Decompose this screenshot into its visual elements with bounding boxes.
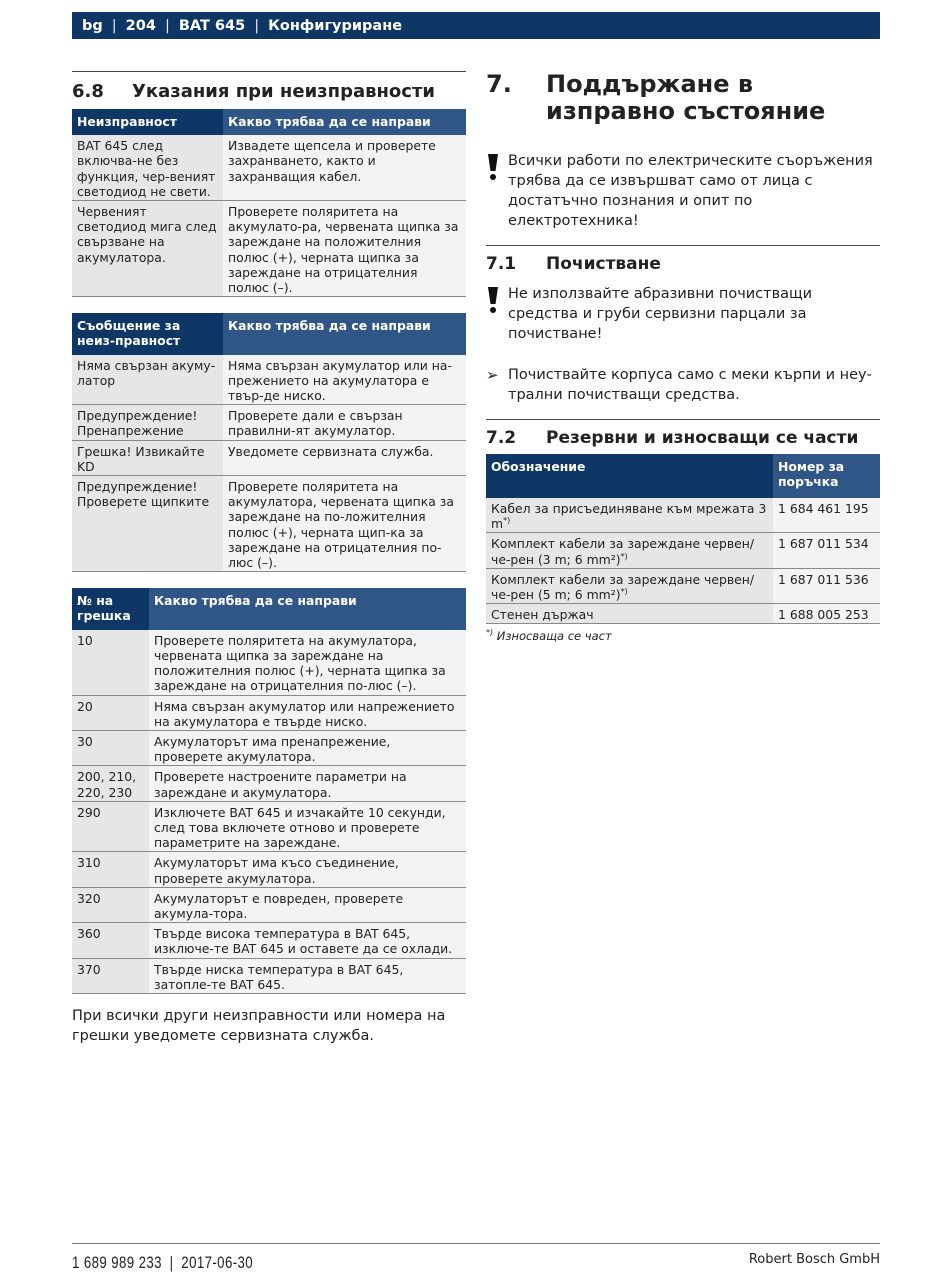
table-cell: Акумулаторът е повреден, проверете акумула-тора.	[149, 887, 466, 922]
section-title: Резервни и износващи се части	[546, 427, 859, 448]
spare-parts-table	[486, 454, 880, 624]
header-separator: |	[111, 17, 117, 34]
section-title: Поддържане в изправно състояние	[546, 70, 826, 125]
error-code: 290	[72, 801, 149, 852]
table-row	[72, 630, 466, 695]
service-note: При всички други неизправности или номера на грешки уведомете сервизната служба.	[72, 1007, 446, 1044]
table-cell: Твърде висока температура в BAT 645, изключе-те BAT 645 и оставете да се охлади.	[149, 923, 466, 958]
error-code: 310	[72, 852, 149, 887]
section-number: 7.	[486, 70, 512, 98]
section-number: 6.8	[72, 81, 104, 102]
table-row	[72, 766, 466, 801]
table-row	[72, 958, 466, 993]
arrow-right-icon: ➢	[486, 366, 499, 384]
table-cell: Извадете щепсела и проверете захранването, както и захранващия кабел.	[223, 135, 466, 200]
header-lang: bg	[82, 17, 103, 34]
left-column	[72, 71, 466, 1046]
column-header: Съобщение за неиз-правност	[72, 313, 223, 354]
header-separator: |	[164, 17, 170, 34]
table-cell: Проверете настроените параметри на зареждане и акумулатора.	[149, 766, 466, 801]
wear-part-footnote	[486, 629, 880, 643]
table-row	[72, 135, 466, 200]
footnote-text: Износваща се част	[496, 629, 612, 644]
table-cell: Няма свързан акуму-латор	[72, 355, 223, 405]
exclamation-icon	[486, 151, 508, 231]
footer-doc-info	[72, 1253, 253, 1273]
table-cell: Грешка! Извикайте KD	[72, 440, 223, 475]
table-row	[72, 476, 466, 572]
wear-mark: *)	[503, 516, 511, 526]
footer-divider	[72, 1243, 880, 1244]
table-row	[72, 852, 466, 887]
table-row	[72, 405, 466, 440]
column-header: Обозначение	[486, 454, 773, 498]
section-6-8-heading	[72, 71, 466, 107]
table-cell: Твърде ниска температура в BAT 645, затопле-те BAT 645.	[149, 958, 466, 993]
part-number: 1 688 005 253	[773, 604, 880, 624]
table-cell: Акумулаторът има късо съединение, проверете акумулатора.	[149, 852, 466, 887]
cleaning-warning	[486, 284, 880, 344]
header-product: BAT 645	[178, 17, 246, 34]
error-code: 200, 210, 220, 230	[72, 766, 149, 801]
fault-messages-table	[72, 313, 466, 572]
electrical-warning	[486, 151, 880, 231]
table-row	[72, 730, 466, 765]
wear-mark: *)	[620, 586, 628, 596]
table-row	[72, 923, 466, 958]
section-title: Почистване	[546, 253, 661, 274]
section-7-heading	[486, 71, 880, 125]
section-number: 7.2	[486, 427, 517, 448]
part-name: Кабел за присъединяване към мрежата 3 m*)	[486, 498, 773, 533]
column-header: Какво трябва да се направи	[223, 109, 466, 135]
table-row	[486, 568, 880, 603]
table-cell: Акумулаторът има пренапрежение, проверете акумулатора.	[149, 730, 466, 765]
part-name: Стенен държач	[486, 604, 773, 624]
footer-doc-number: 1 689 989 233	[72, 1253, 162, 1272]
table-cell: Проверете поляритета на акумулатора, червената щипка за зареждане на по-ложителния полюс (+), черната щип-ка за зареждане на отрицателния по-люс (–).	[223, 476, 466, 572]
error-codes-table	[72, 588, 466, 994]
table-cell: Няма свързан акумулатор или на-прежението на акумулатора е твър-де ниско.	[223, 355, 466, 405]
section-number: 7.1	[486, 253, 517, 274]
part-name: Комплект кабели за зареждане червен/че-рен (3 m; 6 mm²)*)	[486, 533, 773, 568]
footer-separator: |	[169, 1253, 174, 1272]
error-code: 30	[72, 730, 149, 765]
column-header: № на грешка	[72, 588, 149, 629]
table-row	[72, 440, 466, 475]
table-cell: Проверете поляритета на акумулатора, червената щипка за зареждане на положителния полюс (+), черната щипка за зареждане на отрицателния по-люс (–).	[149, 630, 466, 695]
exclamation-icon	[486, 284, 508, 344]
cleaning-instruction	[486, 365, 880, 405]
part-name: Комплект кабели за зареждане червен/че-рен (5 m; 6 mm²)*)	[486, 568, 773, 603]
error-code: 10	[72, 630, 149, 695]
table-cell: Червеният светодиод мига след свързване на акумулатора.	[72, 201, 223, 297]
part-number: 1 684 461 195	[773, 498, 880, 533]
error-code: 20	[72, 695, 149, 730]
column-header: Номер за поръчка	[773, 454, 880, 498]
table-cell: Проверете поляритета на акумулато-ра, червената щипка за зареждане на положителния полюс (+), черната щипка за зареждане на отрицателния полюс (–).	[223, 201, 466, 297]
faults-table	[72, 109, 466, 297]
table-cell: BAT 645 след включва-не без функция, чер-веният светодиод не свети.	[72, 135, 223, 200]
instruction-text: Почиствайте корпуса само с меки кърпи и неу-трални почистващи средства.	[508, 367, 872, 403]
right-column	[486, 71, 880, 643]
table-row	[72, 887, 466, 922]
header-separator: |	[254, 17, 260, 34]
table-row	[72, 355, 466, 405]
table-cell: Предупреждение! Пренапрежение	[72, 405, 223, 440]
section-title: Указания при неизправности	[132, 81, 436, 102]
warning-text: Всички работи по електрическите съоръжения трябва да се извършват само от лица с достатъчно познания и опит по електротехника!	[508, 153, 873, 229]
table-row	[486, 533, 880, 568]
footer-date: 2017-06-30	[181, 1253, 254, 1272]
error-code: 370	[72, 958, 149, 993]
column-header: Неизправност	[72, 109, 223, 135]
table-row	[486, 604, 880, 624]
footer-company: Robert Bosch GmbH	[748, 1252, 880, 1267]
error-code: 320	[72, 887, 149, 922]
section-7-2-heading	[486, 419, 880, 451]
warning-text: Не използвайте абразивни почистващи средства и груби сервизни парцали за почистване!	[508, 286, 813, 342]
wear-mark: *)	[620, 551, 628, 561]
table-cell: Изключете BAT 645 и изчакайте 10 секунди, след това включете отново и проверете параметрите на зареждане.	[149, 801, 466, 852]
error-code: 360	[72, 923, 149, 958]
header-section: Конфигуриране	[268, 17, 403, 34]
table-row	[72, 201, 466, 297]
table-cell: Проверете дали е свързан правилни-ят акумулатор.	[223, 405, 466, 440]
table-cell: Предупреждение! Проверете щипките	[72, 476, 223, 572]
part-number: 1 687 011 536	[773, 568, 880, 603]
table-cell: Уведомете сервизната служба.	[223, 440, 466, 475]
table-row	[486, 498, 880, 533]
header-page-number: 204	[125, 17, 156, 34]
table-cell: Няма свързан акумулатор или напрежението на акумулатора е твърде ниско.	[149, 695, 466, 730]
wear-mark: *)	[486, 628, 494, 638]
part-number: 1 687 011 534	[773, 533, 880, 568]
column-header: Какво трябва да се направи	[223, 313, 466, 354]
column-header: Какво трябва да се направи	[149, 588, 466, 629]
table-row	[72, 695, 466, 730]
section-7-1-heading	[486, 245, 880, 277]
page-header	[72, 12, 880, 39]
table-row	[72, 801, 466, 852]
